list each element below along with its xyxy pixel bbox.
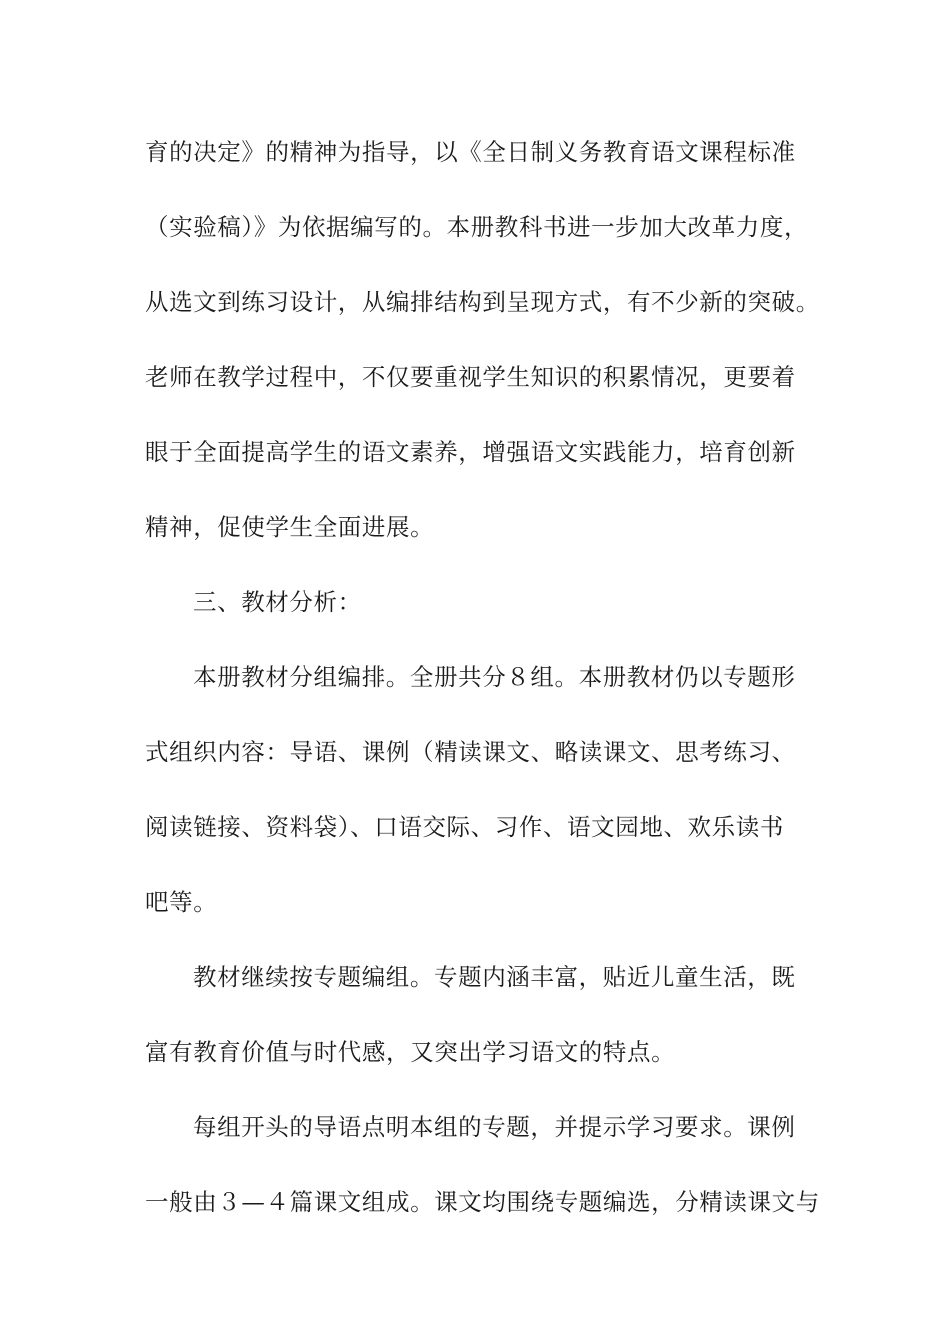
text-line: 一般由３—４篇课文组成。课文均围绕专题编选，分精读课文与 (145, 1188, 820, 1216)
text-line: 式组织内容：导语、课例（精读课文、略读课文、思考练习、 (145, 738, 796, 766)
text-line: 精神，促使学生全面进展。 (145, 513, 435, 541)
text-line: （实验稿）》为依据编写的。本册教科书进一步加大改革力度， (145, 213, 809, 241)
text-line: 眼于全面提高学生的语文素养，增强语文实践能力，培育创新 (145, 438, 796, 466)
text-line: 阅读链接、资料袋）、口语交际、习作、语文园地、欢乐读书 (145, 813, 784, 841)
section-heading: 三、教材分析： (193, 588, 362, 616)
text-line: 富有教育价值与时代感，又突出学习语文的特点。 (145, 1038, 676, 1066)
text-line: 育的决定》的精神为指导，以《全日制义务教育语文课程标准 (145, 138, 796, 166)
text-line: 老师在教学过程中，不仅要重视学生知识的积累情况，更要着 (145, 363, 796, 391)
text-line: 本册教材分组编排。全册共分８组。本册教材仍以专题形 (193, 663, 796, 691)
text-line: 吧等。 (145, 888, 218, 916)
text-line: 每组开头的导语点明本组的专题，并提示学习要求。课例 (193, 1113, 796, 1141)
text-line: 从选文到练习设计，从编排结构到呈现方式，有不少新的突破。 (145, 288, 820, 316)
text-line: 教材继续按专题编组。专题内涵丰富，贴近儿童生活，既 (193, 963, 796, 991)
